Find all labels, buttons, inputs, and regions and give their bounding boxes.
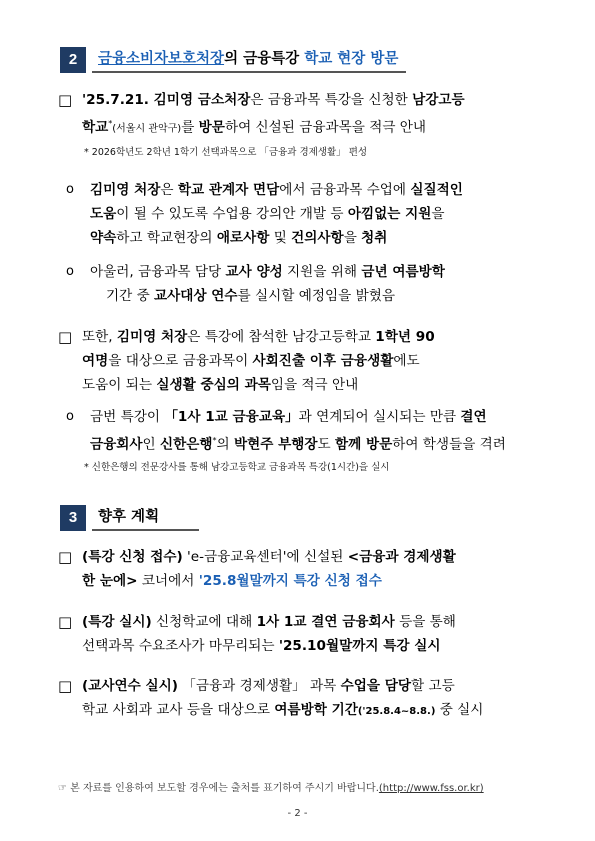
paragraph-line: 김미영 처장은 학교 관계자 면담에서 금융과목 수업에 실질적인 [90, 182, 463, 198]
paragraph-line: '25.7.21. 김미영 금소처장은 금융과목 특강을 신청한 남강고등 [82, 92, 465, 108]
paragraph-line: 여명을 대상으로 금융과목이 사회진출 이후 금융생활에도 [82, 353, 420, 369]
paragraph-line: 또한, 김미영 처장은 특강에 참석한 남강고등학교 1학년 90 [82, 329, 435, 345]
square-bullet: □ [58, 613, 73, 631]
paragraph-line: 금번 특강이 「1사 1교 금융교육」과 연계되어 실시되는 만큼 결연 [90, 409, 487, 425]
page-number: - 2 - [287, 808, 308, 819]
square-bullet: □ [58, 328, 73, 346]
section-title: 향후 계획 [92, 505, 199, 531]
paragraph-line: (특강 실시) 신청학교에 대해 1사 1교 결연 금융회사 등을 통해 [82, 614, 456, 630]
square-bullet: □ [58, 91, 73, 109]
paragraph-line: (교사연수 실시) 「금융과 경제생활」 과목 수업을 담당할 고등 [82, 678, 455, 694]
citation-note: ☞ 본 자료를 인용하여 보도할 경우에는 출처를 표기하여 주시기 바랍니다.(http://www.fss.or.kr) [58, 783, 484, 794]
paragraph-line: 약속하고 학교현장의 애로사항 및 건의사항을 청취 [90, 230, 388, 246]
circle-bullet: ο [66, 182, 74, 197]
paragraph-line: 학교 사회과 교사 등을 대상으로 여름방학 기간('25.8.4~8.8.) 중 실시 [82, 702, 484, 718]
title-highlight: 학교 현장 방문 [304, 51, 399, 67]
section-number: 3 [60, 505, 86, 531]
paragraph-line: 학교*(서울시 관악구)를 방문하여 신설된 금융과목을 적극 안내 [82, 119, 427, 136]
paragraph-line: 아울러, 금융과목 담당 교사 양성 지원을 위해 금년 여름방학 [90, 264, 445, 280]
paragraph-line: 기간 중 교사대상 연수를 실시할 예정임을 밝혔음 [106, 288, 395, 304]
title-text: 의 금융특강 [224, 51, 305, 67]
square-bullet: □ [58, 548, 73, 566]
square-bullet: □ [58, 677, 73, 695]
title-highlight: 금융소비자보호처장 [98, 51, 225, 67]
paragraph-line: 도움이 될 수 있도록 수업용 강의안 개발 등 아낌없는 지원을 [90, 206, 445, 222]
circle-bullet: ο [66, 409, 74, 424]
website-link[interactable]: (http://www.fss.or.kr) [378, 783, 484, 794]
paragraph-line: 도움이 되는 실생활 중심의 과목임을 적극 안내 [82, 377, 359, 393]
paragraph-line: 선택과목 수요조사가 마무리되는 '25.10월말까지 특강 실시 [82, 638, 441, 654]
section-number: 2 [60, 47, 86, 73]
circle-bullet: ο [66, 264, 74, 279]
section-title [92, 47, 406, 73]
paragraph-line: 금융회사인 신한은행*의 박현주 부행장도 함께 방문하여 학생들을 격려 [90, 436, 506, 453]
paragraph-line: 한 눈에> 코너에서 '25.8월말까지 특강 신청 접수 [82, 573, 382, 589]
footnote: * 2026학년도 2학년 1학기 선택과목으로 「금융과 경제생활」 편성 [84, 147, 368, 158]
paragraph-line: (특강 신청 접수) 'e-금융교육센터'에 신설된 <금융과 경제생활 [82, 549, 456, 565]
footnote: * 신한은행의 전문강사를 통해 남강고등학교 금융과목 특강(1시간)을 실시 [84, 462, 390, 473]
